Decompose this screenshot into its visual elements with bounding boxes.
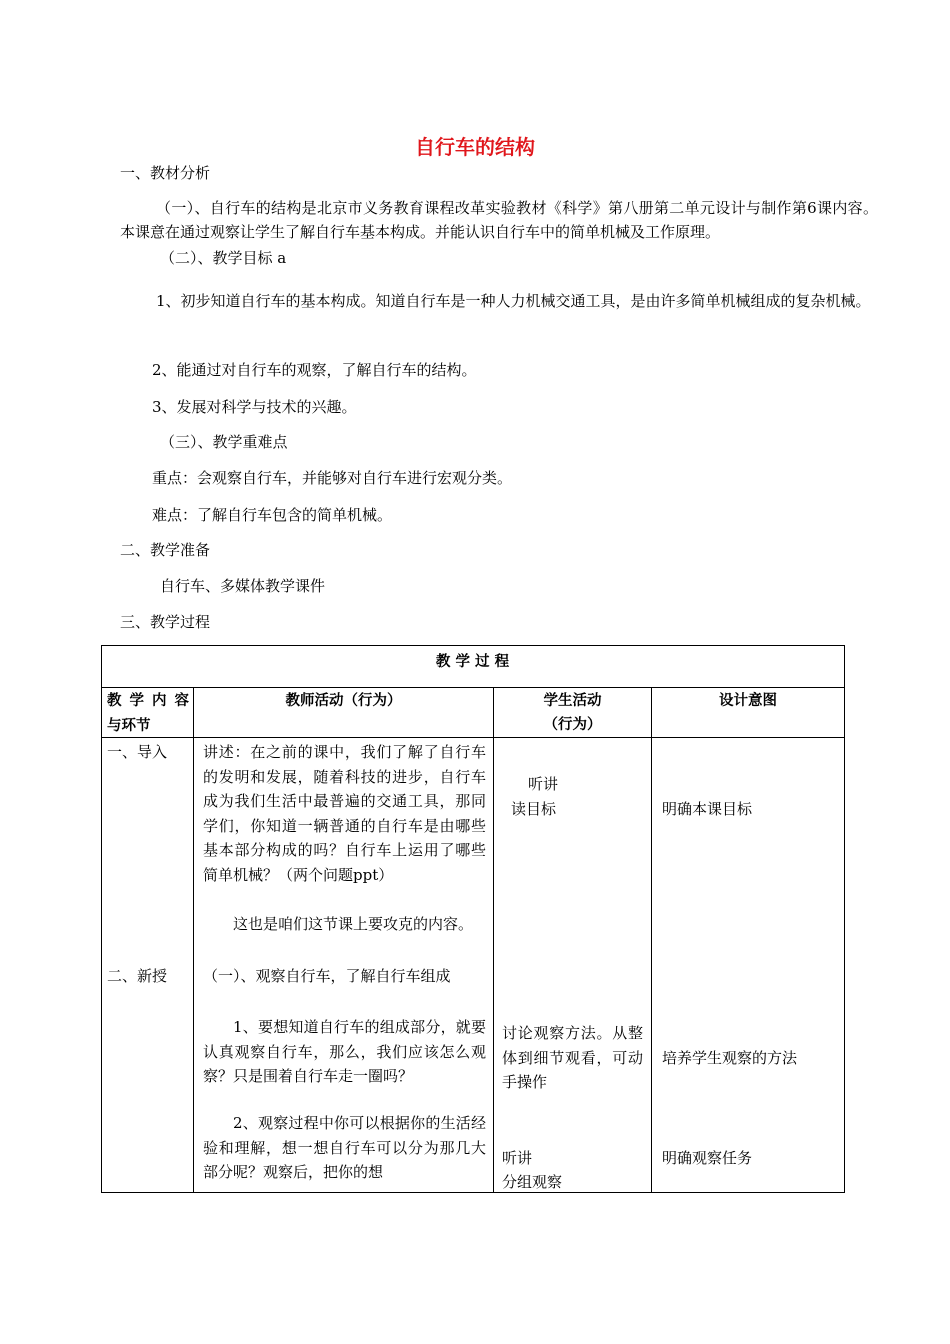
goal-item-3: 3、发展对科学与技术的兴趣。 (152, 398, 357, 416)
section-heading-process: 三、教学过程 (120, 613, 211, 631)
header-design-intent: 设计意图 (719, 693, 777, 709)
student-activity-read-goals: 读目标 (511, 800, 557, 818)
header-student-activity: 学生活动 (543, 693, 602, 709)
subheading-key-points: （三）、教学重难点 (160, 433, 288, 451)
header-student-activity-sub: （行为） (543, 717, 602, 733)
preparation-text: 自行车、多媒体教学课件 (160, 577, 326, 595)
stage-new-lesson: 二、新授 (107, 967, 168, 985)
student-activity-listen-2: 听讲 (502, 1149, 533, 1167)
difficult-point-text: 难点：了解自行车包含的简单机械。 (152, 506, 393, 524)
table-col-divider-2 (493, 687, 494, 1193)
stage-introduction: 一、导入 (107, 743, 168, 761)
goal-item-1: 1、初步知道自行车的基本构成。知道自行车是一种人力机械交通工具，是由许多简单机械组成的复杂机械。 (156, 292, 871, 310)
table-border-left (101, 645, 102, 1193)
student-activity-discuss: 讨论观察方法。从整体到细节观看，可动手操作 (502, 1024, 643, 1091)
teacher-activity-intro: 讲述：在之前的课中，我们了解了自行车的发明和发展，随着科技的进步，自行车成为我们生活中最普遍的交通工具，那同学们，你知道一辆普通的自行车是由哪些基本部分构成的吗？自行车上运用了哪些简单机械？（两个问题ppt） (203, 743, 486, 884)
intent-clarify-goals: 明确本课目标 (662, 800, 753, 818)
page-title: 自行车的结构 (415, 135, 535, 159)
section-heading-preparation: 二、教学准备 (120, 541, 211, 559)
table-col-divider-1 (193, 687, 194, 1193)
subheading-goals: （二）、教学目标 a (160, 249, 287, 267)
intent-observation-method: 培养学生观察的方法 (662, 1049, 798, 1067)
student-activity-listen: 听讲 (528, 775, 559, 793)
table-col-divider-3 (651, 687, 652, 1193)
goal-item-2: 2、能通过对自行车的观察，了解自行车的结构。 (152, 361, 477, 379)
teacher-activity-observe-2: 2、观察过程中你可以根据你的生活经验和理解，想一想自行车可以分为那几大部分呢？观察后，把你的想 (203, 1114, 486, 1181)
teacher-activity-observe-1: 1、要想知道自行车的组成部分，就要认真观察自行车，那么，我们应该怎么观察？只是围着自行车走一圈吗？ (203, 1018, 486, 1085)
table-rule-caption (101, 687, 844, 688)
student-activity-group-observe: 分组观察 (502, 1173, 563, 1191)
teacher-activity-observe-heading: （一）、观察自行车，了解自行车组成 (203, 967, 451, 985)
analysis-paragraph: （一）、自行车的结构是北京市义务教育课程改革实验教材《科学》第八册第二单元设计与制作第6课内容。本课意在通过观察让学生了解自行车基本构成。并能认识自行车中的简单机械及工作原理。 (120, 199, 878, 241)
table-caption: 教 学 过 程 (435, 654, 510, 670)
table-border-right (844, 645, 845, 1193)
key-point-text: 重点：会观察自行车，并能够对自行车进行宏观分类。 (152, 469, 513, 487)
table-rule-header (101, 737, 844, 738)
table-border-top (101, 645, 844, 646)
intent-observation-task: 明确观察任务 (662, 1149, 753, 1167)
header-content-stage: 教 学 内 容与环节 (107, 693, 189, 734)
section-heading-analysis: 一、教材分析 (120, 164, 211, 182)
header-teacher-activity: 教师活动（行为） (285, 693, 402, 709)
teacher-activity-intro-2: 这也是咱们这节课上要攻克的内容。 (233, 915, 474, 933)
table-border-bottom (101, 1192, 844, 1193)
